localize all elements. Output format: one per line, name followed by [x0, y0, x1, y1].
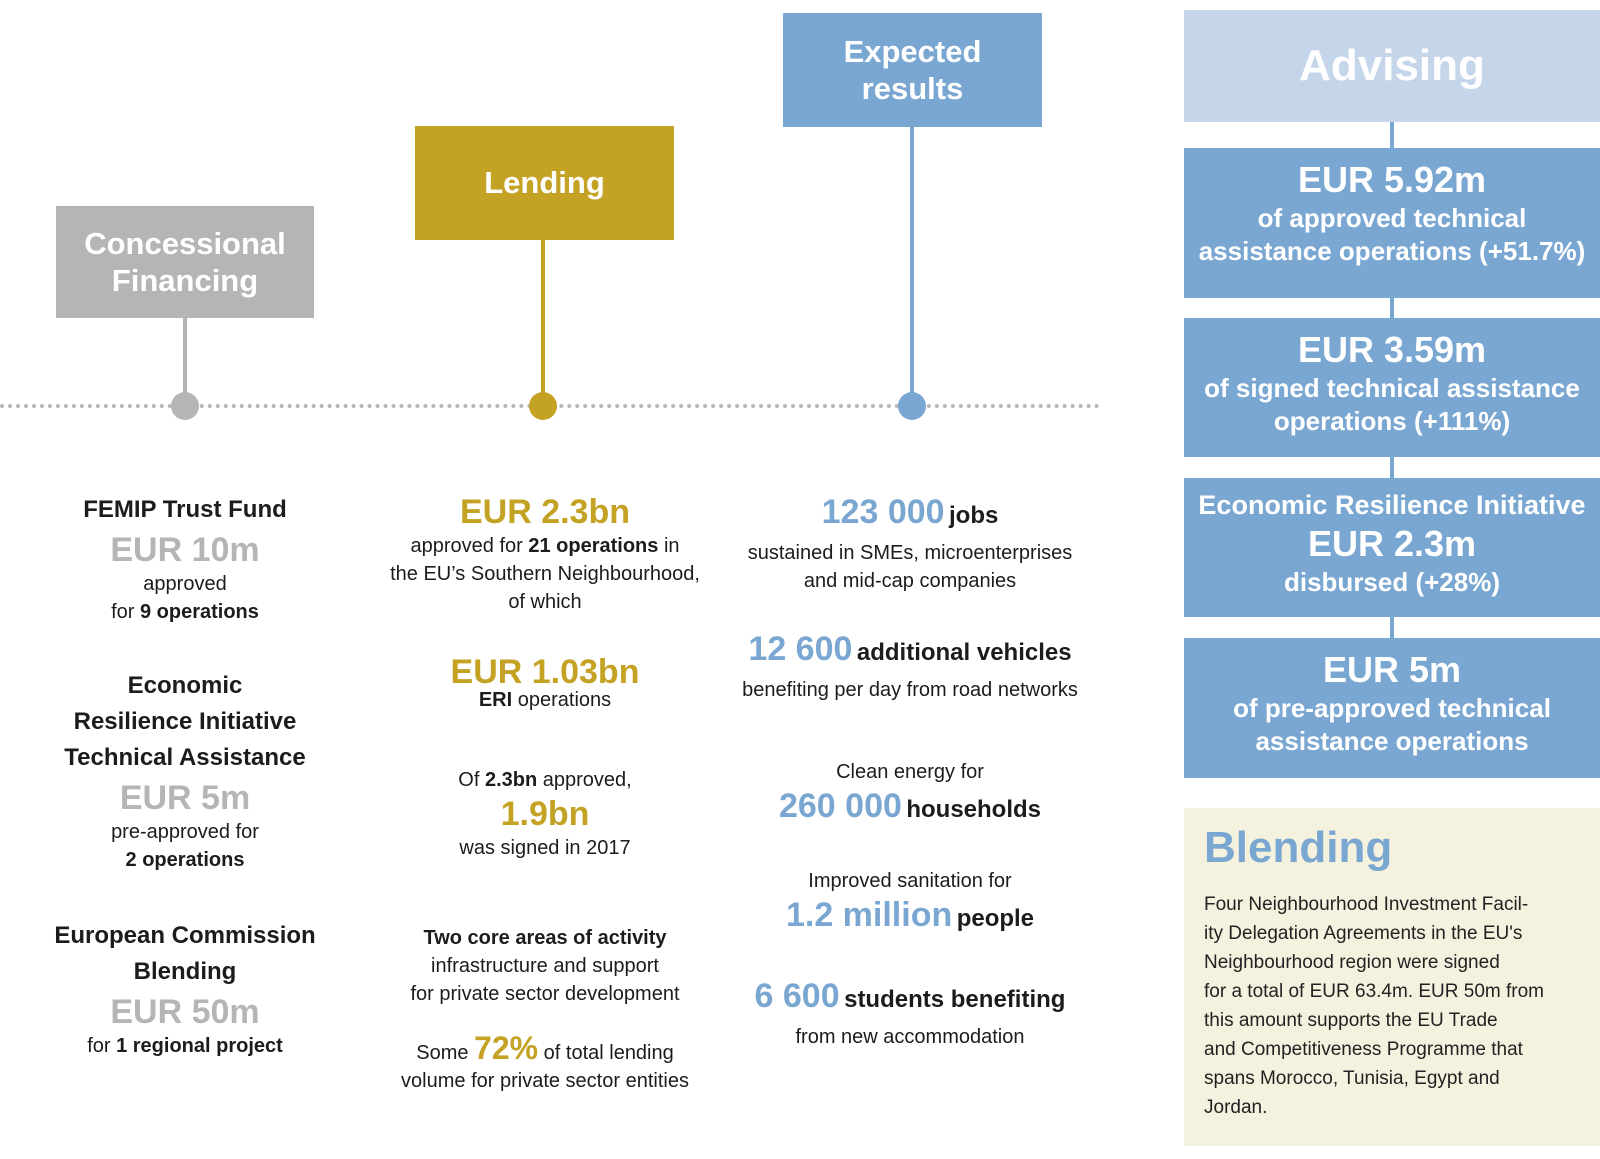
blending-body-line: Jordan.: [1204, 1097, 1268, 1118]
eri-ta-title-line2: Resilience Initiative: [73, 708, 297, 735]
energy-headline: [735, 786, 1085, 833]
advising-header: [1184, 10, 1600, 122]
concessional-header-line2: Financing: [111, 263, 259, 298]
blending-body-line: spans Morocco, Tunisia, Egypt and: [1204, 1068, 1500, 1089]
lending-desc-line2: the EU’s Southern Neighbourhood,: [390, 563, 700, 585]
lending-some-line2: volume for private sector entities: [401, 1070, 689, 1092]
lending-some-suffix: of total lending: [538, 1042, 674, 1064]
jobs-number: 123 000: [821, 493, 945, 531]
femip-amount: EUR 10m: [110, 531, 260, 569]
students-label: students benefiting: [844, 986, 1066, 1013]
advising-preapproved-box: [1184, 638, 1600, 778]
advising-signed-line2: operations (+111%): [1273, 406, 1511, 436]
femip-desc-bold: 9 operations: [139, 601, 259, 623]
advising-eri-title: Economic Resilience Initiative: [1198, 490, 1586, 520]
femip-desc-line2: [40, 598, 330, 626]
advising-preapproved-amount: EUR 5m: [1322, 649, 1462, 690]
blending-body-line: this amount supports the EU Trade: [1204, 1010, 1498, 1031]
lending-signed-desc: was signed in 2017: [459, 837, 631, 859]
blending-title: Blending: [1204, 823, 1393, 872]
vehicles-number: 12 600: [748, 630, 853, 668]
lending-header: [415, 126, 674, 240]
blending-body: [1204, 890, 1582, 1122]
ec-blending-title-line1: European Commission: [54, 922, 316, 949]
energy-number: 260 000: [778, 787, 902, 825]
blending-body-line: Four Neighbourhood Investment Facil-: [1204, 894, 1529, 915]
advising-eri-amount: EUR 2.3m: [1307, 523, 1477, 564]
expected-connector: [910, 127, 914, 406]
advising-eri-line: disbursed (+28%): [1283, 567, 1500, 597]
expected-column: [735, 492, 1085, 1051]
advising-approved-amount: EUR 5.92m: [1297, 159, 1487, 200]
advising-header-label: Advising: [1299, 40, 1485, 90]
lending-amount: EUR 2.3bn: [459, 493, 631, 531]
lending-core-desc1: infrastructure and support: [431, 955, 659, 977]
eri-ta-title-line1: Economic: [127, 672, 243, 699]
jobs-desc-line1: sustained in SMEs, microenterprises: [747, 542, 1073, 564]
lending-desc-suffix: in: [658, 535, 680, 557]
eri-ta-title-line3: Technical Assistance: [64, 744, 306, 771]
energy-label: households: [906, 796, 1042, 823]
eri-ta-amount: EUR 5m: [119, 779, 251, 817]
expected-results-header: [783, 13, 1042, 127]
ec-blending-amount: EUR 50m: [110, 993, 260, 1031]
blending-body-line: and Competitiveness Programme that: [1204, 1039, 1523, 1060]
lending-eri-suffix: operations: [512, 689, 612, 711]
lending-column: [380, 492, 710, 1095]
students-number: 6 600: [754, 977, 840, 1015]
advising-eri-box: [1184, 478, 1600, 617]
vehicles-label: additional vehicles: [856, 639, 1072, 666]
sanitation-intro: Improved sanitation for: [808, 870, 1012, 892]
lending-core-desc2: for private sector development: [410, 983, 680, 1005]
lending-desc-line1: [380, 532, 710, 560]
jobs-desc-line2: and mid-cap companies: [803, 570, 1017, 592]
advising-signed-amount: EUR 3.59m: [1297, 329, 1487, 370]
jobs-label: jobs: [949, 502, 999, 529]
vehicles-desc: benefiting per day from road networks: [742, 679, 1078, 701]
lending-eri-amount: EUR 1.03bn: [450, 653, 640, 691]
sanitation-number: 1.2 million: [785, 896, 953, 934]
jobs-headline: [735, 492, 1085, 539]
lending-connector: [541, 240, 545, 406]
ec-desc-prefix: for: [87, 1035, 117, 1057]
lending-timeline-dot: [529, 392, 557, 420]
lending-of-bold: 2.3bn: [484, 769, 538, 791]
lending-eri-desc: [380, 686, 710, 714]
advising-approved-line1: of approved technical: [1257, 203, 1527, 233]
ec-blending-title-line2: Blending: [133, 958, 237, 985]
lending-desc-line3: of which: [508, 591, 582, 613]
lending-core-title: Two core areas of activity: [423, 927, 667, 949]
expected-header-line2: results: [861, 71, 964, 106]
blending-body-line: for a total of EUR 63.4m. EUR 50m from: [1204, 981, 1545, 1002]
advising-signed-line1: of signed technical assistance: [1204, 373, 1580, 403]
lending-eri-bold: ERI: [478, 689, 513, 711]
concessional-financing-header: [56, 206, 314, 318]
blending-box: [1184, 808, 1600, 1146]
ec-blending-desc: [40, 1032, 330, 1060]
lending-desc-bold: 21 operations: [528, 535, 659, 557]
energy-intro: Clean energy for: [836, 761, 984, 783]
advising-approved-line2: assistance operations (+51.7%): [1198, 236, 1586, 266]
lending-of-prefix: Of: [458, 769, 485, 791]
advising-preapproved-line2: assistance operations: [1255, 726, 1529, 756]
eri-ta-desc-line2: 2 operations: [125, 849, 245, 871]
lending-some-line1: [380, 1030, 710, 1067]
lending-desc-prefix: approved for: [410, 535, 529, 557]
lending-signed-amount: 1.9bn: [500, 795, 590, 833]
femip-title: FEMIP Trust Fund: [83, 496, 287, 523]
femip-desc-prefix: for: [111, 601, 140, 623]
lending-some-prefix: Some: [416, 1042, 475, 1064]
advising-signed-box: [1184, 318, 1600, 457]
concessional-header-line1: Concessional: [84, 225, 286, 261]
blending-body-line: Neighbourhood region were signed: [1204, 952, 1500, 973]
sanitation-label: people: [956, 905, 1035, 932]
advising-preapproved-line1: of pre-approved technical: [1233, 693, 1551, 723]
lending-header-label: Lending: [484, 165, 605, 201]
lending-of-approved: [380, 766, 710, 794]
expected-header-line1: Expected: [843, 33, 982, 69]
sanitation-headline: [735, 895, 1085, 942]
concessional-timeline-dot: [171, 392, 199, 420]
expected-timeline-dot: [898, 392, 926, 420]
lending-some-pct: 72%: [474, 1030, 539, 1066]
blending-body-line: ity Delegation Agreements in the EU's: [1204, 923, 1523, 944]
femip-desc-line1: approved: [143, 573, 227, 595]
eri-ta-desc-line1: pre-approved for: [111, 821, 259, 843]
lending-of-suffix: approved,: [537, 769, 632, 791]
students-headline: [735, 976, 1085, 1023]
advising-approved-box: [1184, 148, 1600, 298]
students-desc: from new accommodation: [795, 1026, 1025, 1048]
ec-desc-bold: 1 regional project: [116, 1035, 283, 1057]
concessional-column: [40, 492, 330, 1060]
vehicles-headline: [735, 629, 1085, 676]
